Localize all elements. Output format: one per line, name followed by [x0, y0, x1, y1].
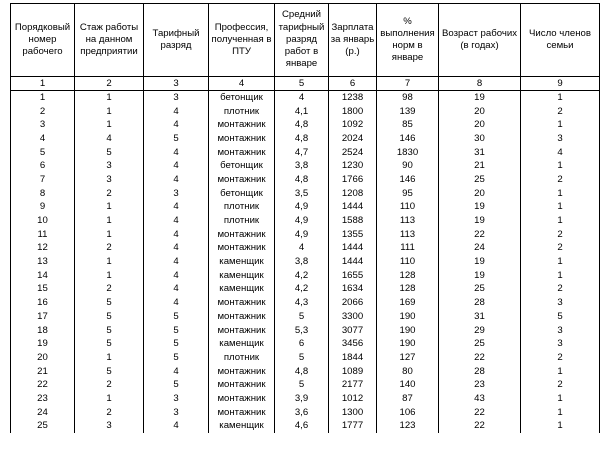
- table-cell: 127: [377, 351, 439, 365]
- table-cell: 4: [275, 91, 329, 105]
- table-row: [11, 337, 600, 351]
- table-cell: 2177: [329, 378, 377, 392]
- table-cell: монтажник: [209, 296, 275, 310]
- table-cell: 29: [439, 324, 521, 338]
- table-cell: 1355: [329, 228, 377, 242]
- table-cell: 2: [521, 173, 600, 187]
- table-cell: 3,6: [275, 406, 329, 420]
- table-cell: 25: [11, 420, 75, 434]
- table-cell: 28: [439, 296, 521, 310]
- table-cell: 1444: [329, 242, 377, 256]
- table-cell: 4: [521, 146, 600, 160]
- table-cell: 2: [521, 351, 600, 365]
- table-cell: 3: [144, 91, 209, 105]
- column-header: [329, 4, 377, 77]
- table-cell: каменщик: [209, 255, 275, 269]
- table-cell: 4: [75, 132, 144, 146]
- table-row: [11, 118, 600, 132]
- table-cell: монтажник: [209, 406, 275, 420]
- table-cell: каменщик: [209, 337, 275, 351]
- column-number: 7: [377, 77, 439, 91]
- table-row: [11, 351, 600, 365]
- table-cell: 1: [75, 228, 144, 242]
- column-header-label: Средний тарифный разряд работ в январе: [278, 9, 325, 70]
- table-cell: 1: [521, 392, 600, 406]
- table-row: [11, 159, 600, 173]
- table-cell: 4: [144, 214, 209, 228]
- table-cell: 1: [521, 420, 600, 434]
- table-cell: 139: [377, 105, 439, 119]
- table-cell: 2: [75, 242, 144, 256]
- table-cell: 21: [11, 365, 75, 379]
- table-cell: плотник: [209, 351, 275, 365]
- column-header-label: % выполнения норм в январе: [380, 15, 435, 64]
- table-cell: 1: [521, 406, 600, 420]
- table-cell: 1766: [329, 173, 377, 187]
- table-cell: монтажник: [209, 228, 275, 242]
- column-header: [11, 4, 75, 77]
- table-cell: 169: [377, 296, 439, 310]
- table-cell: 5: [275, 378, 329, 392]
- table-cell: 3456: [329, 337, 377, 351]
- table-cell: плотник: [209, 105, 275, 119]
- table-cell: 25: [439, 337, 521, 351]
- table-cell: 90: [377, 159, 439, 173]
- table-cell: каменщик: [209, 283, 275, 297]
- table-cell: 128: [377, 269, 439, 283]
- column-number: 6: [329, 77, 377, 91]
- table-cell: 5: [75, 324, 144, 338]
- table-cell: 146: [377, 132, 439, 146]
- table-row: [11, 255, 600, 269]
- table-cell: 106: [377, 406, 439, 420]
- table-cell: монтажник: [209, 310, 275, 324]
- table-cell: 3: [75, 420, 144, 434]
- table-cell: 80: [377, 365, 439, 379]
- header-row: [11, 4, 600, 77]
- column-header: [275, 4, 329, 77]
- table-cell: 1300: [329, 406, 377, 420]
- table-cell: 31: [439, 146, 521, 160]
- table-cell: 110: [377, 255, 439, 269]
- table-cell: 5: [11, 146, 75, 160]
- table-cell: 1: [75, 201, 144, 215]
- table-cell: 8: [11, 187, 75, 201]
- table-cell: 1634: [329, 283, 377, 297]
- table-cell: 2: [75, 187, 144, 201]
- table-cell: 5: [75, 365, 144, 379]
- table-row: [11, 214, 600, 228]
- table-cell: 4,8: [275, 173, 329, 187]
- table-cell: 3077: [329, 324, 377, 338]
- table-cell: 1844: [329, 351, 377, 365]
- column-header-label: Возраст рабочих (в годах): [442, 27, 517, 51]
- column-header-label: Число членов семьи: [529, 27, 591, 51]
- table-cell: 6: [275, 337, 329, 351]
- table-cell: 1800: [329, 105, 377, 119]
- table-cell: 2: [11, 105, 75, 119]
- column-number: 8: [439, 77, 521, 91]
- table-cell: 1: [75, 118, 144, 132]
- table-cell: 4: [144, 420, 209, 434]
- table-cell: бетонщик: [209, 187, 275, 201]
- table-cell: 98: [377, 91, 439, 105]
- table-cell: 3: [521, 324, 600, 338]
- column-header-label: Тарифный разряд: [152, 27, 200, 51]
- table-cell: 2: [75, 406, 144, 420]
- table-cell: 19: [439, 269, 521, 283]
- table-row: [11, 173, 600, 187]
- table-cell: 4: [144, 105, 209, 119]
- table-cell: монтажник: [209, 132, 275, 146]
- column-number: 1: [11, 77, 75, 91]
- column-header-label: Профессия, полученная в ПТУ: [211, 21, 272, 58]
- table-cell: 13: [11, 255, 75, 269]
- column-header: [439, 4, 521, 77]
- table-cell: 4: [144, 146, 209, 160]
- table-cell: 4,2: [275, 283, 329, 297]
- table-row: [11, 242, 600, 256]
- table-cell: 3: [144, 187, 209, 201]
- table-cell: 19: [439, 255, 521, 269]
- table-cell: 113: [377, 228, 439, 242]
- column-number: 9: [521, 77, 600, 91]
- table-cell: 1238: [329, 91, 377, 105]
- table-body: [11, 91, 600, 434]
- table-row: [11, 406, 600, 420]
- table-cell: 6: [11, 159, 75, 173]
- table-cell: 3300: [329, 310, 377, 324]
- table-cell: 1830: [377, 146, 439, 160]
- table-cell: 20: [11, 351, 75, 365]
- table-cell: 1: [521, 118, 600, 132]
- table-cell: 3,8: [275, 159, 329, 173]
- table-cell: 7: [11, 173, 75, 187]
- workers-table: [10, 3, 600, 433]
- column-number: 2: [75, 77, 144, 91]
- table-cell: 4,9: [275, 228, 329, 242]
- table-cell: 5: [521, 310, 600, 324]
- table-cell: 2524: [329, 146, 377, 160]
- table-cell: 3: [75, 159, 144, 173]
- table-cell: 4: [144, 255, 209, 269]
- table-cell: 4: [144, 159, 209, 173]
- table-cell: 5: [75, 296, 144, 310]
- table-row: [11, 91, 600, 105]
- column-header-label: Порядковый номер рабочего: [14, 21, 71, 58]
- table-cell: 14: [11, 269, 75, 283]
- table-cell: монтажник: [209, 173, 275, 187]
- table-cell: 5: [144, 337, 209, 351]
- table-cell: каменщик: [209, 269, 275, 283]
- table-cell: 5: [75, 337, 144, 351]
- table-cell: 43: [439, 392, 521, 406]
- table-cell: 12: [11, 242, 75, 256]
- table-cell: 2: [521, 283, 600, 297]
- table-cell: 30: [439, 132, 521, 146]
- table-cell: 4: [144, 242, 209, 256]
- table-cell: 190: [377, 337, 439, 351]
- table-cell: 20: [439, 187, 521, 201]
- table-cell: монтажник: [209, 324, 275, 338]
- table-cell: 2: [521, 378, 600, 392]
- column-header: [209, 4, 275, 77]
- table-cell: 4: [275, 242, 329, 256]
- table-cell: монтажник: [209, 378, 275, 392]
- table-row: [11, 228, 600, 242]
- table-cell: 23: [439, 378, 521, 392]
- table-cell: 22: [11, 378, 75, 392]
- table-cell: 95: [377, 187, 439, 201]
- table-cell: 19: [11, 337, 75, 351]
- table-cell: 4: [144, 365, 209, 379]
- table-cell: плотник: [209, 201, 275, 215]
- table-cell: 5: [144, 351, 209, 365]
- table-cell: 4,9: [275, 201, 329, 215]
- table-cell: 113: [377, 214, 439, 228]
- table-cell: каменщик: [209, 420, 275, 434]
- table-cell: 19: [439, 201, 521, 215]
- table-cell: 1655: [329, 269, 377, 283]
- table-cell: 3,5: [275, 187, 329, 201]
- table-cell: 16: [11, 296, 75, 310]
- table-cell: 85: [377, 118, 439, 132]
- table-cell: бетонщик: [209, 159, 275, 173]
- column-header: [75, 4, 144, 77]
- table-row: [11, 324, 600, 338]
- table-cell: 11: [11, 228, 75, 242]
- table-cell: 24: [11, 406, 75, 420]
- table-cell: 22: [439, 351, 521, 365]
- table-cell: 2066: [329, 296, 377, 310]
- table-cell: 128: [377, 283, 439, 297]
- table-row: [11, 146, 600, 160]
- table-cell: 3: [144, 392, 209, 406]
- table-cell: 110: [377, 201, 439, 215]
- table-cell: 1092: [329, 118, 377, 132]
- table-cell: 4: [144, 296, 209, 310]
- table-cell: 1: [75, 269, 144, 283]
- table-cell: 3: [144, 406, 209, 420]
- table-row: [11, 365, 600, 379]
- table-cell: 15: [11, 283, 75, 297]
- table-cell: 19: [439, 91, 521, 105]
- table-cell: 1444: [329, 201, 377, 215]
- table-cell: 140: [377, 378, 439, 392]
- table-cell: 4,2: [275, 269, 329, 283]
- table-cell: 2: [521, 242, 600, 256]
- table-cell: 87: [377, 392, 439, 406]
- table-row: [11, 201, 600, 215]
- table-cell: 1: [521, 201, 600, 215]
- table-cell: 2: [521, 105, 600, 119]
- table-cell: 22: [439, 406, 521, 420]
- column-number: 5: [275, 77, 329, 91]
- table-cell: 4,8: [275, 118, 329, 132]
- table-cell: 1089: [329, 365, 377, 379]
- table-cell: 3: [521, 296, 600, 310]
- table-cell: 4: [144, 118, 209, 132]
- table-cell: монтажник: [209, 118, 275, 132]
- table-cell: 1444: [329, 255, 377, 269]
- table-row: [11, 392, 600, 406]
- table-cell: 20: [439, 118, 521, 132]
- table-cell: 3,8: [275, 255, 329, 269]
- table-cell: 5: [275, 310, 329, 324]
- table-cell: 1: [521, 159, 600, 173]
- table-cell: 4: [144, 269, 209, 283]
- table-cell: 4,3: [275, 296, 329, 310]
- table-cell: 23: [11, 392, 75, 406]
- table-cell: 123: [377, 420, 439, 434]
- column-header: [521, 4, 600, 77]
- table-cell: 1: [521, 269, 600, 283]
- table-cell: 1588: [329, 214, 377, 228]
- table-cell: 5: [144, 378, 209, 392]
- table-row: [11, 296, 600, 310]
- table-cell: монтажник: [209, 146, 275, 160]
- table-cell: 18: [11, 324, 75, 338]
- table-cell: 1: [75, 214, 144, 228]
- table-cell: 1: [75, 91, 144, 105]
- table-cell: 24: [439, 242, 521, 256]
- table-cell: 22: [439, 228, 521, 242]
- table-cell: 25: [439, 283, 521, 297]
- table-cell: 1: [521, 91, 600, 105]
- column-number: 3: [144, 77, 209, 91]
- table-cell: бетонщик: [209, 91, 275, 105]
- table-cell: 2024: [329, 132, 377, 146]
- column-header: [144, 4, 209, 77]
- table-cell: 190: [377, 310, 439, 324]
- table-cell: плотник: [209, 214, 275, 228]
- column-header-label: Зарплата за январь (р.): [330, 21, 375, 58]
- table-cell: 4,7: [275, 146, 329, 160]
- table-cell: 1: [521, 214, 600, 228]
- table-cell: 1: [75, 105, 144, 119]
- table-cell: 1: [11, 91, 75, 105]
- table-cell: 190: [377, 324, 439, 338]
- table-cell: 4: [144, 173, 209, 187]
- table-cell: 1: [521, 365, 600, 379]
- table-cell: 4: [144, 283, 209, 297]
- table-cell: 4,6: [275, 420, 329, 434]
- table-cell: 5: [275, 351, 329, 365]
- table-cell: 5,3: [275, 324, 329, 338]
- table-cell: 1: [521, 255, 600, 269]
- table-cell: 2: [75, 378, 144, 392]
- table-cell: 1230: [329, 159, 377, 173]
- table-cell: 3: [521, 337, 600, 351]
- table-cell: монтажник: [209, 365, 275, 379]
- table-cell: 5: [75, 310, 144, 324]
- table-cell: 3,9: [275, 392, 329, 406]
- table-cell: 4,1: [275, 105, 329, 119]
- table-cell: 20: [439, 105, 521, 119]
- table-cell: 1012: [329, 392, 377, 406]
- table-cell: 4: [144, 228, 209, 242]
- table-cell: 5: [144, 324, 209, 338]
- table-cell: 4: [144, 201, 209, 215]
- table-cell: 1208: [329, 187, 377, 201]
- column-header: [377, 4, 439, 77]
- table-row: [11, 187, 600, 201]
- table-row: [11, 132, 600, 146]
- table-cell: 1: [75, 255, 144, 269]
- table-cell: 2: [75, 283, 144, 297]
- table-cell: 22: [439, 420, 521, 434]
- column-header-label: Стаж работы на данном предприятии: [79, 21, 139, 58]
- table-cell: 4,8: [275, 365, 329, 379]
- table-cell: 146: [377, 173, 439, 187]
- table-cell: 9: [11, 201, 75, 215]
- table-row: [11, 378, 600, 392]
- table-cell: 17: [11, 310, 75, 324]
- table-cell: 19: [439, 214, 521, 228]
- table-cell: 1: [75, 392, 144, 406]
- table-cell: 25: [439, 173, 521, 187]
- table-cell: 3: [11, 118, 75, 132]
- table-row: [11, 283, 600, 297]
- table-cell: 1: [521, 187, 600, 201]
- table-cell: 4,8: [275, 132, 329, 146]
- table-cell: монтажник: [209, 392, 275, 406]
- table-cell: 31: [439, 310, 521, 324]
- table-cell: 4,9: [275, 214, 329, 228]
- table-cell: 3: [521, 132, 600, 146]
- table-cell: 10: [11, 214, 75, 228]
- table-cell: 28: [439, 365, 521, 379]
- table-cell: 3: [75, 173, 144, 187]
- column-number-row: [11, 77, 600, 91]
- table-cell: 2: [521, 228, 600, 242]
- table-cell: 5: [144, 132, 209, 146]
- table-row: [11, 105, 600, 119]
- table-cell: 1: [75, 351, 144, 365]
- table-row: [11, 420, 600, 434]
- table-cell: 5: [75, 146, 144, 160]
- table-cell: монтажник: [209, 242, 275, 256]
- table-row: [11, 269, 600, 283]
- table-row: [11, 310, 600, 324]
- column-number: 4: [209, 77, 275, 91]
- table-cell: 111: [377, 242, 439, 256]
- table-cell: 1777: [329, 420, 377, 434]
- table-cell: 5: [144, 310, 209, 324]
- table-cell: 21: [439, 159, 521, 173]
- table-cell: 4: [11, 132, 75, 146]
